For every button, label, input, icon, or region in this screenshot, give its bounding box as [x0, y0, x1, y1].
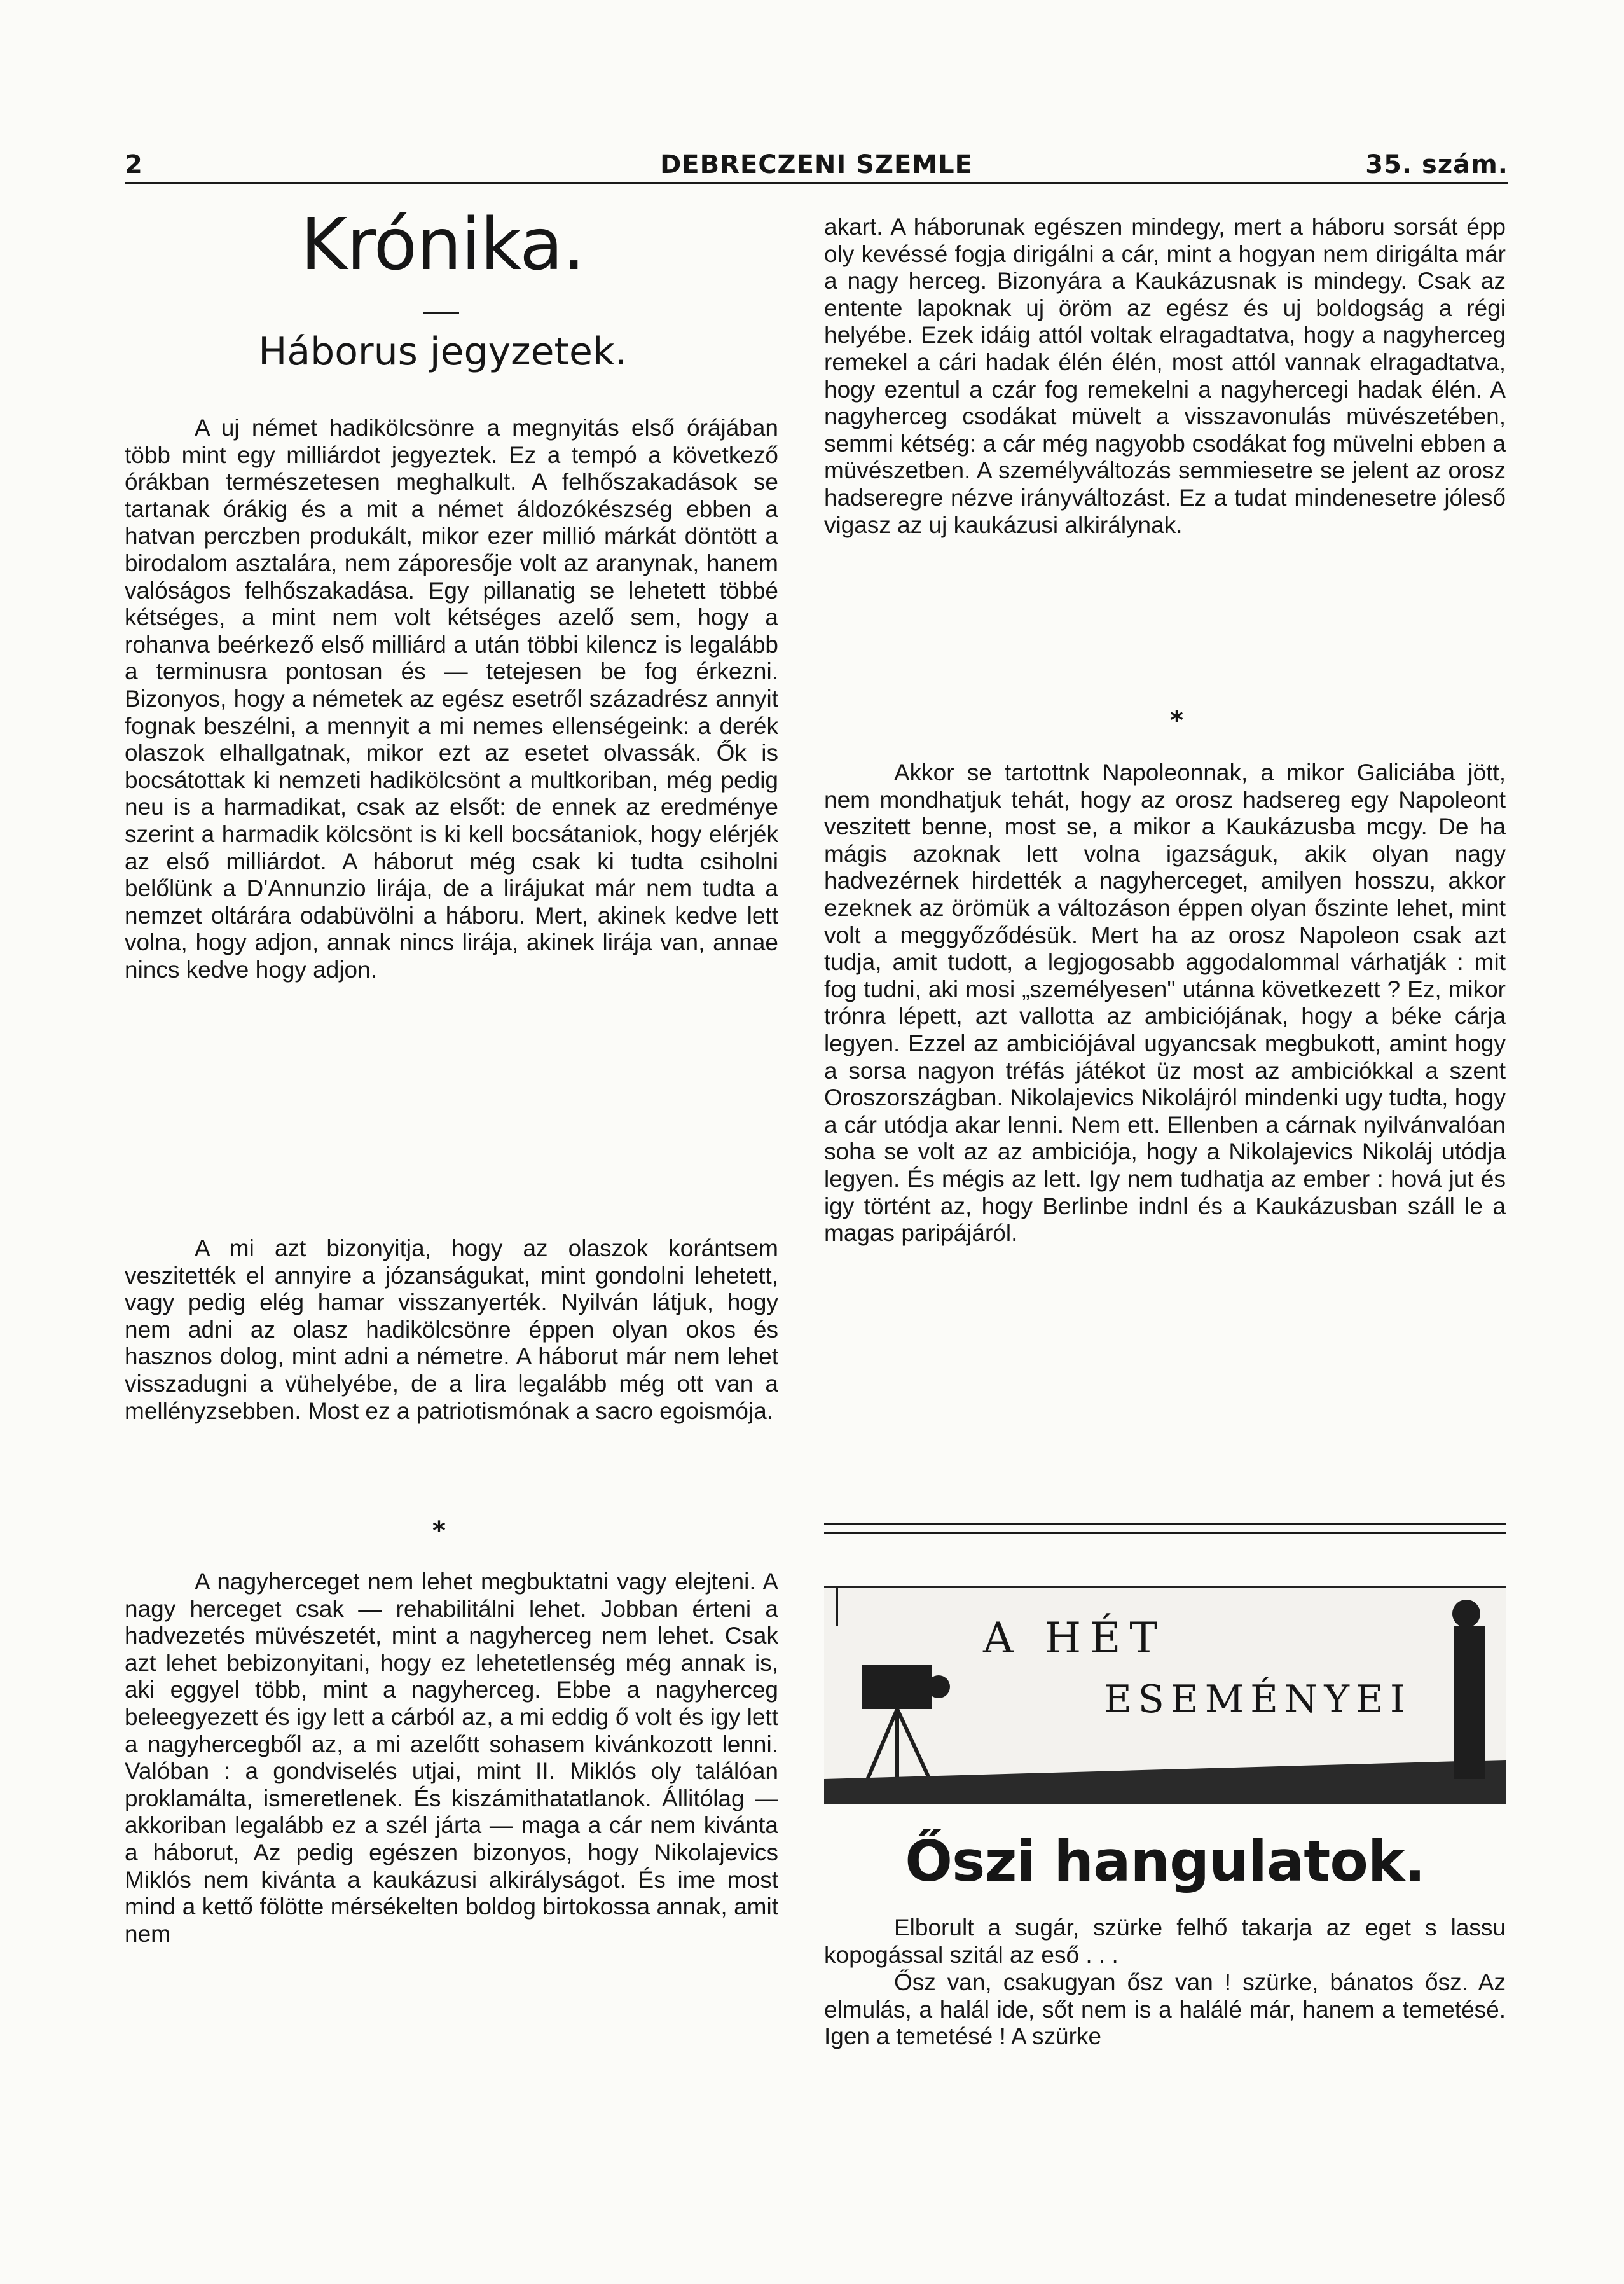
paragraph-text: Akkor se tartottnk Napoleonnak, a mikor Galiciába jött, nem mondhatjuk tehát, hogy az orosz hadsereg egy Napoleont veszitett benne, most se, a mikor a Kaukázusba mcgy. De ha mágis azoknak lett volna igazságuk, akik olyan nagy hadvezérnek hirdették a nagyherceget, amilyen hosszu, akkor ezeknek az örömük a változáson éppen olyan őszinte lehet, mint volt a meggyőződésük. Mert ha az orosz Napoleon csak azt tudja, amit tudott, a legjogosabb aggodalommal várhatják : mit fog tudni, aki mosi „személyesen" utánna következett ? Ez, mikor trónra lépett, azt vallotta az ambiciójának, hogy a béke cárja legyen. Ezzel az ambiciójával ugyancsak megbukott, amint hogy a sorsa nagyon tréfás játékot üz most az ambiciókkal a szent Oroszországban. Nikolajevics Nikolájról mindenki ugy tudta, hogy a cár utódja akar lenni. Nem ett. Ellenben a cárnak nyilvánvalóan soha se volt az az ambiciója, hogy a Nikolajevics Nikoláj utódja legyen. És mégis az lett. Igy nem tudhatja az ember : hová jut és igy történt az, hogy Berlinbe indnl és a Kaukázusban száll le a magas paripájáról. [824, 759, 1506, 1247]
paragraph-text: A nagyherceget nem lehet megbuktatni vagy elejteni. A nagy herceget csak — rehabilitálni lehet. Jobban érteni a hadvezetés müvészetét, mint a nagyherceg nem lehet. Csak azt lehet bebizonyitani, hogy ez lehetetlenség még annak is, aki eggyel több, mint a nagyherceg. Ebbe a nagyherceg beleegyezett és igy lett a cárból az, a mi eddig ő volt és igy lett a nagyhercegből az, a mi azelőtt sohasem kivánkozott lenni. Valóban : a gondviselés utjai, mint II. Miklós oly találóan proklamálta, ismeretlenek. És kiszámithatatlanok. Állitólag — akkoriban legalább ez a szél járta — maga a cár nem kivánta a háborut, Az pedig egészen bizonyos, hogy Nikolajevics Miklós nem kivánta a kaukázusi alkirályságot. És ime most mind a kettő fölötte mérsékelten boldog birtokossa annak, amit nem [125, 1568, 778, 1947]
second-paragraph-2 [824, 1969, 1506, 2051]
header-rule [125, 182, 1508, 184]
right-paragraph-2 [824, 759, 1506, 1247]
paragraph-text: A uj német hadikölcsönre a megnyitás első órájában több mint egy milliárdot jegyeztek. Ez a tempó a következő órákban természetesen meghalkult. A felhőszakadások se tartanak órákig és a mit a német áldozókészség ebben a hatvan perczben produkált, mikor ezer millió márkát döntött a birodalom asztalára, nem záporesője volt az aranynak, hanem valóságos felhőszakadása. Egy pillanatig se lehetett többé kétséges, a mint nem volt kétséges azelő sem, hogy a rohanva beérkező első milliárd a után többi kilencz is legalább a terminusra pontosan és — tetejesen be fog érkezni. Bizonyos, hogy a németek az egész esetről századrész annyit fognak beszélni, a mennyit a mi nemes ellenségeink: a derék olaszok elhallgatnak, mikor ezt az esetet olvassák. Ők is bocsátottak ki nemzeti hadikölcsönt a multkoriban, még pedig neu is a harmadikat, csak az elsőt: de ennek az eredménye szerint a harmadik kölcsönt is ki kell bocsátaniok, hogy elérjék az első milliárdot. A háborut még csak ki tudta csiholni belőlünk a D'Annunzio lirája, de a lirájukat már nem tudta a nemzet oltárára odabüvölni a háboru. Mert, akinek kedve lett volna, hogy adjon, annak nincs lirája, akinek lirája van, annae nincs kedve hogy adjon. [125, 415, 778, 983]
section-rule [824, 1532, 1506, 1534]
article-title: Krónika. [300, 204, 585, 286]
paragraph-text: A mi azt bizonyitja, hogy az olaszok korántsem veszitették el annyire a józanságukat, mint gondolni lehetett, vagy pedig elég hamar visszanyerték. Nyilván látjuk, hogy nem adni az olasz hadikölcsönre éppen olyan okos és hasznos dolog, mint adni a németre. A háborut már nem lehet visszadugni a vühelyébe, de a lira legalább még ott van a mellényzsebben. Most ez a patriotismónak a sacro egoismója. [125, 1235, 778, 1424]
heti-esemenyek-banner [824, 1586, 1506, 1804]
left-paragraph-3 [125, 1568, 778, 1948]
asterisk-separator: * [1170, 706, 1183, 735]
second-paragraph-1 [824, 1914, 1506, 1969]
left-paragraph-1 [125, 415, 778, 983]
paragraph-text: akart. A háborunak egészen mindegy, mert a háboru sorsát épp oly kevéssé fogja dirigálni a cár, mint a hogyan nem dirigálta már a nagy herceg. Bizonyára a Kaukázusnak is mindegy. Csak az entente lapoknak uj öröm az egész és uj boldogság a régi helyébe. Ezek idáig attól voltak elragadtatva, hogy a nagyherceg remekel a cári hadak élén élén, most attól vannak elragadtatva, hogy ezentul a czár fog remekelni a nagyhercegi hadak élén. A nagyherceg csodákat müvelt a visszavonulás müvészetében, semmi kétség: a cár még nagyobb csodákat fog müvelni ebben a müvészetben. A személyváltozás semmiesetre se jelent az orosz hadseregre nézve irányváltozást. Ez a tudat mindenesetre jóleső vigasz az uj kaukázusi alkirálynak. [824, 214, 1506, 538]
asterisk-separator: * [432, 1516, 446, 1546]
paragraph-text: Elborult a sugár, szürke felhő takarja az eget s lassu kopogással szitál az eső . . . [824, 1914, 1506, 1968]
title-dash-divider [423, 312, 459, 314]
page-number: 2 [125, 150, 143, 179]
issue-number: 35. szám. [1365, 150, 1508, 179]
section-rule [824, 1523, 1506, 1525]
running-head [125, 150, 1508, 182]
paragraph-text: Ősz van, csakugyan ősz van ! szürke, bánatos ősz. Az elmulás, a halál ide, sőt nem is a halálé már, hanem a temetésé. Igen a temetésé ! A szürke [824, 1969, 1506, 2050]
left-paragraph-2 [125, 1235, 778, 1425]
second-article-title: Őszi hangulatok. [905, 1829, 1425, 1894]
banner-text-line-2: ESEMÉNYEI [1104, 1677, 1412, 1722]
banner-text-line-1: A HÉT [983, 1614, 1167, 1663]
right-paragraph-1 [824, 214, 1506, 539]
publication-title: DEBRECZENI SZEMLE [660, 150, 973, 179]
article-subtitle: Háborus jegyzetek. [258, 329, 627, 374]
